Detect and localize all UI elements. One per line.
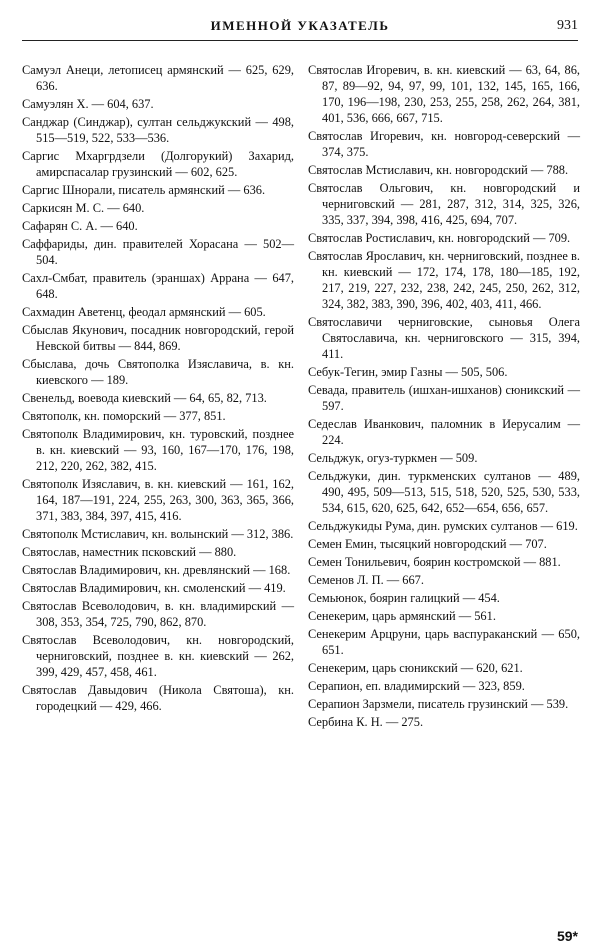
index-entry: Святослав Всеволодович, кн. новгородский, черниговский, позднее в. кн. киевский — 262, 399, 429, 457, 458, 461. (22, 633, 294, 679)
index-entry: Серапион, еп. владимирский — 323, 859. (308, 679, 525, 693)
index-entry: Сахмадин Аветенц, феодал армянский — 605. (22, 305, 266, 319)
index-entry: Святослав Ольгович, кн. новгородский и черниговский — 281, 287, 312, 314, 325, 326, 335, 337, 394, 398, 416, 425, 694, 707. (308, 181, 580, 227)
index-entry: Сбыслав Якунович, посадник новгородский, герой Невской битвы — 844, 869. (22, 323, 294, 353)
index-entry: Санджар (Синджар), султан сельджукский — 498, 515—519, 522, 533—536. (22, 115, 294, 145)
index-entry: Сахл-Смбат, правитель (эраншах) Аррана — 647, 648. (22, 271, 294, 301)
index-entry: Святослав, наместник псковский — 880. (22, 545, 237, 559)
index-entry: Себук-Тегин, эмир Газны — 505, 506. (308, 365, 508, 379)
index-entry: Сафарян С. А. — 640. (22, 219, 138, 233)
index-entry: Серапион Зарзмели, писатель грузинский — 539. (308, 697, 569, 711)
index-entry: Святослав Давыдович (Никола Святоша), кн. городецкий — 429, 466. (22, 683, 294, 713)
index-entry: Семен Емин, тысяцкий новгородский — 707. (308, 537, 547, 551)
index-entry: Сенекерим Арцруни, царь васпураканский — 650, 651. (308, 627, 580, 657)
index-entry: Святославичи черниговские, сыновья Олега Святославича, кн. черниговского — 315, 394, 411. (308, 315, 580, 361)
printer-signature: 59* (556, 928, 578, 944)
index-entry: Святослав Игоревич, в. кн. киевский — 63, 64, 86, 87, 89—92, 94, 97, 99, 101, 132, 145, 165, 166, 170, 196—198, 230, 253, 255, 258, 262, 264, 381, 401, 536, 666, 667, 715. (308, 63, 580, 125)
index-entry: Саркисян М. С. — 640. (22, 201, 145, 215)
index-entry: Саргис Шнорали, писатель армянский — 636. (22, 183, 266, 197)
index-entry: Семьюнок, боярин галицкий — 454. (308, 591, 500, 605)
header-title: ИМЕННОЙ УКАЗАТЕЛЬ (210, 18, 390, 33)
index-entry: Святослав Владимирович, кн. смоленский — 419. (22, 581, 286, 595)
index-entry: Святополк Мстиславич, кн. волынский — 312, 386. (22, 527, 294, 541)
page-number: 931 (557, 18, 578, 33)
index-entry: Семенов Л. П. — 667. (308, 573, 424, 587)
index-entry: Святополк Изяславич, в. кн. киевский — 161, 162, 164, 187—191, 224, 255, 263, 300, 363, 365, 366, 371, 383, 384, 397, 415, 416. (22, 477, 294, 523)
index-entry: Саргис Мхаргрдзели (Долгорукий) Захарид, амирспасалар грузинский — 602, 625. (22, 149, 294, 179)
index-entry: Святослав Мстиславич, кн. новгородский — 788. (308, 163, 569, 177)
index-entry: Самуэл Анеци, летописец армянский — 625, 629, 636. (22, 63, 294, 93)
index-entry: Сенекерим, царь сюникский — 620, 621. (308, 661, 523, 675)
index-entry: Святослав Ростиславич, кн. новгородский — 709. (308, 231, 571, 245)
index-entry: Святослав Владимирович, кн. древлянский — 168. (22, 563, 291, 577)
index-entry: Святослав Ярославич, кн. черниговский, позднее в. кн. киевский — 172, 174, 178, 180—185, 192, 217, 219, 227, 232, 238, 242, 245, 250, 262, 312, 324, 382, 383, 390, 396, 402, 403, 411, 466. (308, 249, 580, 311)
index-entry: Севада, правитель (ишхан-ишханов) сюникский — 597. (308, 383, 580, 413)
index-entry: Седеслав Иванкович, паломник в Иерусалим — 224. (308, 417, 580, 447)
index-entry: Сельджукиды Рума, дин. румских султанов — 619. (308, 519, 578, 533)
index-entry: Самуэлян Х. — 604, 637. (22, 97, 154, 111)
index-entry: Свенельд, воевода киевский — 64, 65, 82, 713. (22, 391, 267, 405)
index-entry: Сербина К. Н. — 275. (308, 715, 424, 729)
running-header (22, 14, 578, 41)
index-entry: Саффариды, дин. правителей Хорасана — 502—504. (22, 237, 294, 267)
index-entry: Семен Тонильевич, боярин костромской — 881. (308, 555, 561, 569)
index-entry: Святополк, кн. поморский — 377, 851. (22, 409, 226, 423)
index-entry: Сбыслава, дочь Святополка Изяславича, в. кн. киевского — 189. (22, 357, 294, 387)
index-entry: Сенекерим, царь армянский — 561. (308, 609, 496, 623)
index-entry: Сельджуки, дин. туркменских султанов — 489, 490, 495, 509—513, 515, 518, 520, 525, 530, 533, 534, 615, 620, 625, 642, 652—654, 656, 657. (308, 469, 580, 515)
index-entry: Сельджук, огуз-туркмен — 509. (308, 451, 478, 465)
right-column (308, 62, 580, 732)
left-column (22, 62, 294, 716)
index-entry: Святополк Владимирович, кн. туровский, позднее в. кн. киевский — 93, 160, 167—170, 176, 198, 212, 220, 262, 382, 415. (22, 427, 294, 473)
index-entry: Святослав Всеволодович, в. кн. владимирский — 308, 353, 354, 725, 790, 862, 870. (22, 599, 294, 629)
index-entry: Святослав Игоревич, кн. новгород-северский — 374, 375. (308, 129, 580, 159)
